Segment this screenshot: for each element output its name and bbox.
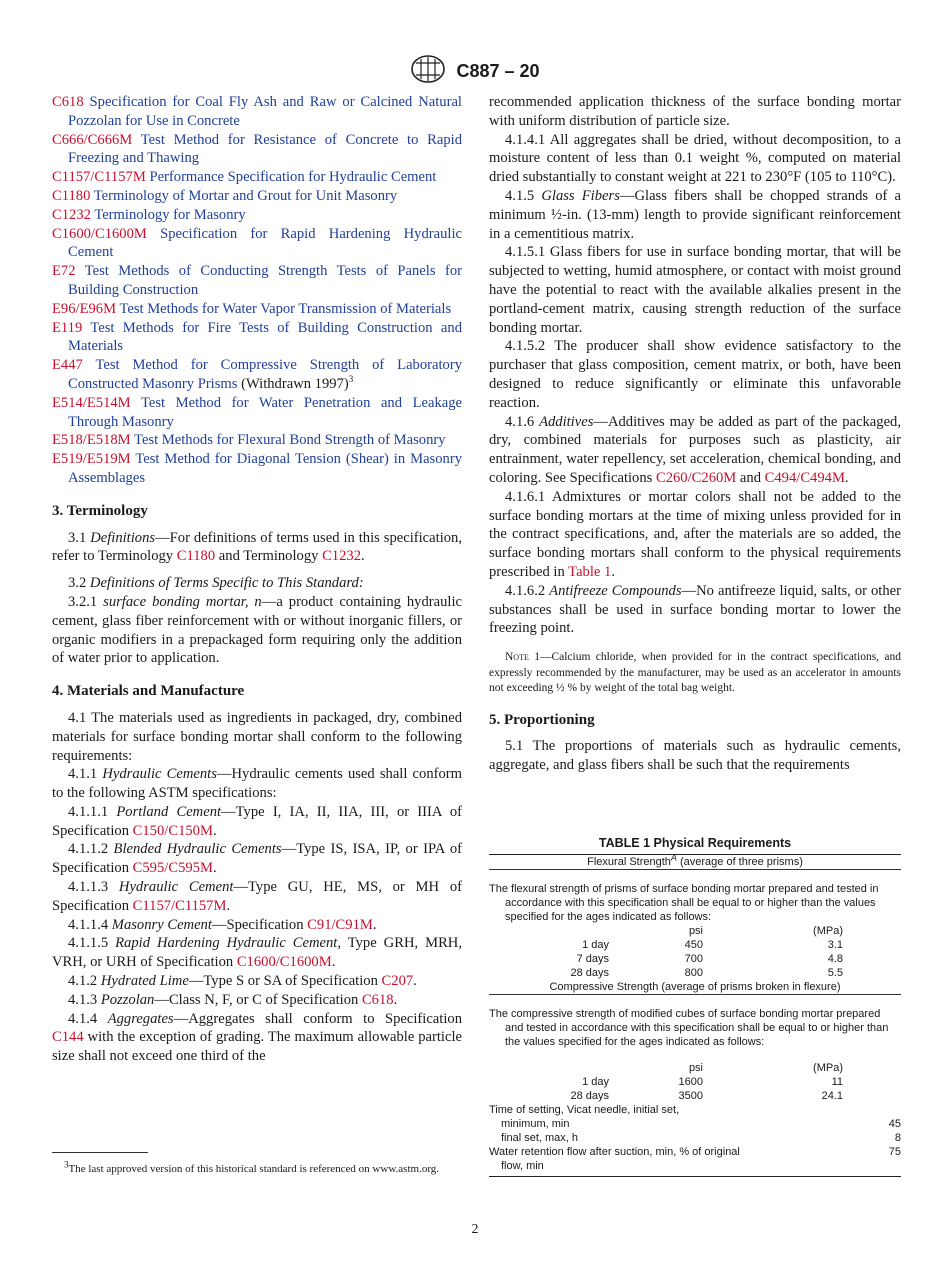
- reference-item: [52, 356, 462, 394]
- ref-link-c1180[interactable]: C1180: [176, 548, 216, 565]
- reference-item: [52, 93, 462, 131]
- reference-title-link[interactable]: Specification for Rapid Hardening Hydraulic Cement: [68, 225, 462, 261]
- flexural-text: The flexural strength of prisms of surface bonding mortar prepared and tested in accordance with this specification shall be equal to or higher than the values specified for the ages indicated as follows:: [489, 883, 879, 923]
- reference-list: [52, 93, 462, 488]
- reference-item: [52, 431, 462, 450]
- reference-item: [52, 394, 462, 432]
- flexural-cell-mpa: 4.8: [827, 953, 843, 965]
- reference-code-link[interactable]: C618: [52, 94, 84, 110]
- ref-link-c1157[interactable]: C1157/C1157M: [132, 897, 227, 914]
- water-retention-label-2: flow, min: [501, 1160, 544, 1172]
- para-4-1-3: 4.1.3 Pozzolan—Class N, F, or C of Specification C618.: [68, 991, 398, 1008]
- flexural-cell-mpa: 5.5: [827, 967, 843, 979]
- note-1: Note 1—Calcium chloride, when provided for in the contract specifications, and expressly recommended by the manufacturer, may be used as an accelerator in amounts not exceeding ½ % by weight of the total bag weight.: [489, 651, 901, 695]
- ref-link-c618[interactable]: C618: [361, 991, 394, 1008]
- flexural-header: Flexural Strength$^A$ (average of three prisms): [587, 852, 803, 868]
- flexural-cell-psi: 450: [684, 939, 703, 951]
- section-4-heading: 4. Materials and Manufacture: [52, 683, 245, 700]
- setting-time-label: Time of setting, Vicat needle, initial set,: [489, 1104, 680, 1116]
- para-5-1: 5.1 The proportions of materials such as hydraulic cements, aggregate, and glass fibers shall be such that the requirements: [489, 738, 901, 774]
- reference-title-link[interactable]: Test Methods for Water Vapor Transmission of Materials: [119, 300, 452, 317]
- para-4-1-6-1: 4.1.6.1 Admixtures or mortar colors shall not be added to the surface bonding mortars at the time of mixing unless provided for in the contract specifications, and, after the materials are so added, the surface bonding mortars shall conform to the physical requirements prescribed in Table 1.: [489, 488, 901, 580]
- reference-item: [52, 262, 462, 300]
- ref-link-c91[interactable]: C91/C91M: [307, 916, 373, 933]
- flexural-row: [489, 952, 901, 966]
- compressive-row: [489, 1075, 901, 1089]
- reference-code-link[interactable]: E119: [52, 319, 83, 336]
- flexural-cell-mpa: 3.1: [827, 939, 843, 951]
- para-4-1-1-2: 4.1.1.2 Blended Hydraulic Cements—Type IS, ISA, IP, or IPA of Specification C595/C595M.: [52, 841, 463, 877]
- reference-title-link[interactable]: Test Method for Resistance of Concrete to Rapid Freezing and Thawing: [68, 131, 463, 167]
- flexural-rows: [489, 938, 901, 980]
- compressive-cell-mpa: 11: [831, 1076, 843, 1088]
- water-retention-row: Water retention flow after suction, min, % of original 75: [489, 1146, 901, 1158]
- para-3-1: 3.1 Definitions—For definitions of terms used in this specification, refer to Terminology C1180 and Terminology C1232.: [52, 529, 462, 565]
- reference-code-link[interactable]: E519/E519M: [52, 451, 131, 468]
- para-4-1: 4.1 The materials used as ingredients in packaged, dry, combined materials for surface bonding mortar shall conform to the following requirements:: [52, 709, 462, 764]
- section-5-heading: 5. Proportioning: [489, 711, 595, 728]
- compressive-row: [489, 1089, 901, 1103]
- reference-code-link[interactable]: C1180: [52, 187, 91, 204]
- section-3-heading: 3. Terminology: [52, 502, 148, 519]
- compressive-cell-psi: 1600: [678, 1076, 703, 1088]
- para-4-1-1-1: 4.1.1.1 Portland Cement—Type I, IA, II, IIA, III, or IIIA of Specification C150/C150M.: [52, 803, 462, 839]
- para-4-1-4-continued: recommended application thickness of the surface bonding mortar with uniform distribution of particle size.: [489, 94, 901, 129]
- reference-code-link[interactable]: E72: [52, 263, 76, 280]
- reference-item: [52, 450, 462, 488]
- reference-withdrawn-note: (Withdrawn 1997): [237, 375, 349, 392]
- reference-code-link[interactable]: C1600/C1600M: [52, 225, 147, 242]
- reference-title-link[interactable]: Test Method for Diagonal Tension (Shear) in Masonry Assemblages: [68, 451, 462, 486]
- right-column: [489, 93, 901, 775]
- ref-link-c1232[interactable]: C1232: [322, 548, 361, 565]
- table-title: TABLE 1 Physical Requirements: [598, 836, 792, 850]
- compressive-header: Compressive Strength (average of prisms broken in flexure): [549, 981, 841, 993]
- reference-item: [52, 206, 462, 225]
- setting-initial-row: minimum, min 45: [501, 1118, 901, 1130]
- flexural-cell-psi: 800: [684, 967, 703, 979]
- para-3-2-1: 3.2.1 surface bonding mortar, n—a product containing hydraulic cement, glass fiber reinforcement with or without inorganic fillers, or organic modifiers in a prepackaged form requiring only the addition of water prior to application.: [52, 593, 462, 667]
- flexural-row: [489, 938, 901, 952]
- flexural-row: [489, 966, 901, 980]
- designation: C887 – 20: [456, 61, 540, 81]
- reference-code-link[interactable]: C1157/C1157M: [52, 169, 146, 186]
- flexural-cell-age: 1 day: [582, 939, 609, 951]
- ref-link-c1600[interactable]: C1600/C1600M: [236, 954, 332, 971]
- ref-link-c494[interactable]: C494/C494M: [764, 469, 845, 486]
- compressive-cell-mpa: 24.1: [821, 1090, 843, 1102]
- footnote-rule: [52, 1152, 148, 1153]
- para-4-1-5-2: 4.1.5.2 The producer shall show evidence satisfactory to the purchaser that glass composition, cement matrix, or both, have been designed to reduce significantly or eliminate this unfavorable reaction.: [489, 338, 901, 411]
- ref-link-c144[interactable]: C144: [52, 1029, 84, 1046]
- page-number: 2: [471, 1222, 479, 1237]
- reference-code-link[interactable]: C1232: [52, 206, 91, 223]
- reference-code-link[interactable]: C666/C666M: [52, 131, 133, 148]
- para-4-1-2: 4.1.2 Hydrated Lime—Type S or SA of Specification C207.: [68, 973, 417, 990]
- para-4-1-1-5: 4.1.1.5 Rapid Hardening Hydraulic Cement, Type GRH, MRH, VRH, or URH of Specification C1600/C1600M.: [52, 935, 462, 971]
- para-4-1-1-4: 4.1.1.4 Masonry Cement—Specification C91/C91M.: [68, 916, 377, 933]
- ref-link-table-1[interactable]: Table 1: [568, 563, 612, 580]
- compressive-units-row: psi (MPa): [688, 1062, 843, 1074]
- para-4-1-4-1: 4.1.4.1 All aggregates shall be dried, without decomposition, to a moisture content of less than 0.1 weight %, computed on material dried substantially to constant weight at 221 to 230°F (105 to 110°C).: [489, 131, 901, 186]
- para-4-1-4: 4.1.4 Aggregates—Aggregates shall conform to Specification C144 with the exception of grading. The maximum allowable particle size shall not exceed one third of the: [52, 1010, 462, 1065]
- compressive-cell-age: 28 days: [570, 1090, 609, 1102]
- reference-title-link[interactable]: Test Methods for Fire Tests of Building Construction and Materials: [68, 319, 462, 355]
- footnote-3: $^3$The last approved version of this historical standard is referenced on www.astm.org.: [64, 1159, 440, 1175]
- ref-link-c150[interactable]: C150/C150M: [132, 822, 213, 839]
- reference-code-link[interactable]: E514/E514M: [52, 394, 131, 411]
- table-1-physical-requirements: [489, 836, 901, 1177]
- reference-code-link[interactable]: E447: [52, 357, 83, 374]
- reference-title-link[interactable]: Specification for Coal Fly Ash and Raw or Calcined Natural Pozzolan for Use in Concrete: [68, 94, 462, 129]
- footnote-marker[interactable]: 3: [348, 374, 354, 385]
- compressive-rows: [489, 1075, 901, 1103]
- reference-title-link[interactable]: Terminology of Mortar and Grout for Unit Masonry: [93, 187, 398, 204]
- compressive-cell-age: 1 day: [582, 1076, 609, 1088]
- flexural-cell-age: 7 days: [576, 953, 609, 965]
- page-header: [0, 54, 950, 89]
- para-4-1-6: 4.1.6 Additives—Additives may be added as part of the packaged, dry, combined materials for purposes such as plasticity, air entrainment, water repellency, set acceleration, chemical bonding, and coloring. See Specifications C260/C260M and C494/C494M.: [489, 413, 901, 486]
- para-4-1-5-1: 4.1.5.1 Glass fibers for use in surface bonding mortar, that will be subjected to wetting, humid atmosphere, or contact with moist ground have the potential to react with the available alkalies present in the portland-cement matrix, causing strength reduction of the surface bonding mortar.: [489, 244, 901, 336]
- para-3-2: 3.2 Definitions of Terms Specific to This Standard:: [68, 575, 364, 592]
- reference-item: [52, 187, 462, 206]
- reference-title-link[interactable]: Terminology for Masonry: [94, 206, 246, 223]
- left-column: [52, 93, 462, 1066]
- compressive-text: The compressive strength of modified cubes of surface bonding mortar prepared and tested in accordance with this specification shall be equal to or higher than the values specified for the ages indicated as follows:: [489, 1008, 889, 1048]
- para-4-1-1-3: 4.1.1.3 Hydraulic Cement—Type GU, HE, MS, or MH of Specification C1157/C1157M.: [52, 879, 462, 914]
- reference-title-link[interactable]: Performance Specification for Hydraulic Cement: [149, 169, 437, 186]
- reference-item: [52, 319, 462, 357]
- reference-item: [52, 300, 462, 319]
- reference-title-link[interactable]: Test Method for Compressive Strength of Laboratory Constructed Masonry Prisms: [68, 357, 462, 392]
- reference-code-link[interactable]: E96/E96M: [52, 300, 117, 317]
- ref-link-c207[interactable]: C207: [381, 973, 414, 990]
- reference-title-link[interactable]: Test Methods of Conducting Strength Tests of Panels for Building Construction: [68, 263, 462, 298]
- para-4-1-5: 4.1.5 Glass Fibers—Glass fibers shall be chopped strands of a minimum ½-in. (13-mm) length to provide significant reinforcement in a cementitious matrix.: [489, 187, 902, 242]
- reference-code-link[interactable]: E518/E518M: [52, 432, 131, 449]
- ref-link-c595[interactable]: C595/C595M: [132, 860, 213, 877]
- reference-item: [52, 225, 462, 263]
- compressive-cell-psi: 3500: [678, 1090, 703, 1102]
- reference-item: [52, 168, 462, 187]
- reference-title-link[interactable]: Test Methods for Flexural Bond Strength of Masonry: [134, 432, 446, 449]
- para-4-1-1: 4.1.1 Hydraulic Cements—Hydraulic cements used shall conform to the following ASTM specifications:: [52, 766, 462, 802]
- reference-item: [52, 131, 462, 169]
- para-4-1-6-2: 4.1.6.2 Antifreeze Compounds—No antifreeze liquid, salts, or other substances shall be used in surface bonding mortar to lower the freezing point.: [489, 582, 901, 637]
- flexural-units-row: psi (MPa): [688, 925, 843, 937]
- flexural-cell-psi: 700: [684, 953, 703, 965]
- reference-title-link[interactable]: Test Method for Water Penetration and Leakage Through Masonry: [68, 394, 462, 430]
- setting-final-row: final set, max, h 8: [501, 1132, 901, 1144]
- flexural-cell-age: 28 days: [570, 967, 609, 979]
- astm-logo-icon: [410, 54, 446, 89]
- ref-link-c260[interactable]: C260/C260M: [655, 469, 737, 486]
